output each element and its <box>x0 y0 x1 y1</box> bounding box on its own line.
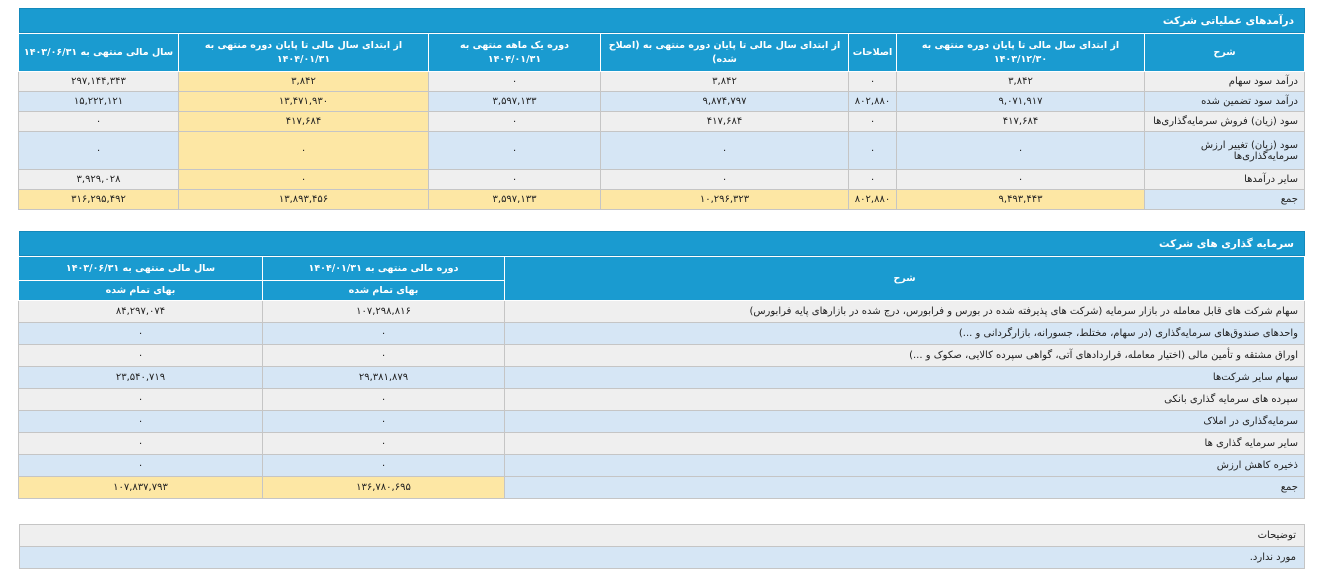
row-label: سهام شرکت های قابل معامله در بازار سرمایه (شرکت های پذیرفته شده در بورس و فرابورس، درج شده در بازارهای پایه فرابورس) <box>505 301 1305 323</box>
row-label: سپرده های سرمایه گذاری بانکی <box>505 389 1305 411</box>
operating-income-section <box>19 8 1305 210</box>
cell-value: ۰ <box>179 170 429 190</box>
row-label: واحدهای صندوق‌های سرمایه‌گذاری (در سهام، مختلط، جسورانه، بازارگردانی و ...) <box>505 323 1305 345</box>
cell-value: ۰ <box>19 345 263 367</box>
cell-value: ۲۹,۳۸۱,۸۷۹ <box>263 367 505 389</box>
col-header-description: شرح <box>1145 34 1305 72</box>
total-value: ۹,۴۹۳,۴۴۳ <box>897 190 1145 210</box>
cell-value: ۴۱۷,۶۸۴ <box>601 112 849 132</box>
notes-label: توضیحات <box>20 525 1305 547</box>
col-header-period-1404: دوره مالی منتهی به ۱۴۰۴/۰۱/۳۱ <box>263 257 505 281</box>
table-row <box>19 170 1305 190</box>
cell-value: ۰ <box>601 170 849 190</box>
total-value: ۱۳,۸۹۳,۴۵۶ <box>179 190 429 210</box>
row-label: درآمد سود تضمین شده <box>1145 92 1305 112</box>
cell-value: ۰ <box>179 132 429 170</box>
col-header-description: شرح <box>505 257 1305 301</box>
col-header-fy-1403: سال مالی منتهی به ۱۴۰۳/۰۶/۳۱ <box>19 34 179 72</box>
cell-value: ۳,۸۴۲ <box>601 72 849 92</box>
col-header-one-month-1404: دوره یک ماهه منتهی به ۱۴۰۴/۰۱/۳۱ <box>429 34 601 72</box>
cell-value: ۰ <box>849 112 897 132</box>
operating-income-table <box>18 33 1305 210</box>
col-subheader-cost: بهای تمام شده <box>263 281 505 301</box>
table-row <box>19 323 1305 345</box>
table-row <box>19 301 1305 323</box>
cell-value: ۱۰۷,۲۹۸,۸۱۶ <box>263 301 505 323</box>
cell-value: ۴۱۷,۶۸۴ <box>897 112 1145 132</box>
operating-income-title: درآمدهای عملیاتی شرکت <box>19 8 1305 33</box>
row-label: سود (زیان) فروش سرمایه‌گذاری‌ها <box>1145 112 1305 132</box>
col-header-ytd-1403: از ابتدای سال مالی تا پایان دوره منتهی به ۱۴۰۳/۱۲/۳۰ <box>897 34 1145 72</box>
investments-title: سرمایه گذاری های شرکت <box>19 231 1305 256</box>
cell-value: ۰ <box>263 411 505 433</box>
cell-value: ۰ <box>429 72 601 92</box>
notes-text-row <box>20 547 1305 569</box>
cell-value: ۰ <box>263 433 505 455</box>
row-label: ذخیره کاهش ارزش <box>505 455 1305 477</box>
col-subheader-cost: بهای تمام شده <box>19 281 263 301</box>
cell-value: ۰ <box>849 132 897 170</box>
table-row <box>19 132 1305 170</box>
cell-value: ۰ <box>601 132 849 170</box>
cell-value: ۸۴,۲۹۷,۰۷۴ <box>19 301 263 323</box>
row-label: سرمایه‌گذاری در املاک <box>505 411 1305 433</box>
cell-value: ۰ <box>897 132 1145 170</box>
table-row <box>19 112 1305 132</box>
cell-value: ۳,۸۴۲ <box>897 72 1145 92</box>
cell-value: ۰ <box>263 455 505 477</box>
cell-value: ۰ <box>263 323 505 345</box>
investments-table <box>18 256 1305 499</box>
total-value: ۱۰۷,۸۳۷,۷۹۳ <box>19 477 263 499</box>
col-header-ytd-adjusted: از ابتدای سال مالی تا پایان دوره منتهی به (اصلاح شده) <box>601 34 849 72</box>
total-value: ۱۳۶,۷۸۰,۶۹۵ <box>263 477 505 499</box>
total-label: جمع <box>1145 190 1305 210</box>
total-value: ۸۰۲,۸۸۰ <box>849 190 897 210</box>
table-row <box>19 92 1305 112</box>
table-row <box>19 433 1305 455</box>
row-label: سهام سایر شرکت‌ها <box>505 367 1305 389</box>
col-header-ytd-1404: از ابتدای سال مالی تا پایان دوره منتهی به ۱۴۰۴/۰۱/۳۱ <box>179 34 429 72</box>
col-header-adjustments: اصلاحات <box>849 34 897 72</box>
cell-value: ۱۳,۴۷۱,۹۳۰ <box>179 92 429 112</box>
row-label: سایر سرمایه گذاری ها <box>505 433 1305 455</box>
table-row <box>19 455 1305 477</box>
cell-value: ۰ <box>897 170 1145 190</box>
cell-value: ۲۳,۵۴۰,۷۱۹ <box>19 367 263 389</box>
cell-value: ۰ <box>429 132 601 170</box>
cell-value: ۰ <box>19 433 263 455</box>
cell-value: ۰ <box>429 112 601 132</box>
cell-value: ۹,۸۷۴,۷۹۷ <box>601 92 849 112</box>
cell-value: ۰ <box>19 389 263 411</box>
cell-value: ۰ <box>19 323 263 345</box>
cell-value: ۰ <box>263 389 505 411</box>
table-row <box>19 367 1305 389</box>
cell-value: ۰ <box>263 345 505 367</box>
total-row <box>19 477 1305 499</box>
cell-value: ۰ <box>19 132 179 170</box>
notes-label-row <box>20 525 1305 547</box>
table-row <box>19 72 1305 92</box>
total-value: ۳۱۶,۲۹۵,۴۹۲ <box>19 190 179 210</box>
cell-value: ۰ <box>19 455 263 477</box>
table-row <box>19 389 1305 411</box>
cell-value: ۲۹۷,۱۴۴,۳۴۳ <box>19 72 179 92</box>
notes-table <box>19 524 1305 569</box>
cell-value: ۰ <box>19 411 263 433</box>
table-row <box>19 411 1305 433</box>
cell-value: ۰ <box>849 72 897 92</box>
cell-value: ۰ <box>429 170 601 190</box>
row-label: سایر درآمدها <box>1145 170 1305 190</box>
cell-value: ۳,۹۲۹,۰۲۸ <box>19 170 179 190</box>
cell-value: ۸۰۲,۸۸۰ <box>849 92 897 112</box>
investments-section <box>19 231 1305 499</box>
cell-value: ۰ <box>19 112 179 132</box>
row-label: درآمد سود سهام <box>1145 72 1305 92</box>
total-value: ۱۰,۲۹۶,۳۲۳ <box>601 190 849 210</box>
total-row <box>19 190 1305 210</box>
row-label: سود (زیان) تغییر ارزش سرمایه‌گذاری‌ها <box>1145 132 1305 170</box>
total-label: جمع <box>505 477 1305 499</box>
row-label: اوراق مشتقه و تأمین مالی (اختیار معامله، قراردادهای آتی، گواهی سپرده کالایی، صکوک و ...) <box>505 345 1305 367</box>
cell-value: ۱۵,۲۲۲,۱۲۱ <box>19 92 179 112</box>
col-header-fy-1403: سال مالی منتهی به ۱۴۰۳/۰۶/۳۱ <box>19 257 263 281</box>
notes-text: مورد ندارد. <box>20 547 1305 569</box>
cell-value: ۹,۰۷۱,۹۱۷ <box>897 92 1145 112</box>
cell-value: ۰ <box>849 170 897 190</box>
cell-value: ۴۱۷,۶۸۴ <box>179 112 429 132</box>
table-row <box>19 345 1305 367</box>
notes-section <box>19 524 1305 569</box>
total-value: ۳,۵۹۷,۱۳۳ <box>429 190 601 210</box>
cell-value: ۳,۸۴۲ <box>179 72 429 92</box>
cell-value: ۳,۵۹۷,۱۳۳ <box>429 92 601 112</box>
